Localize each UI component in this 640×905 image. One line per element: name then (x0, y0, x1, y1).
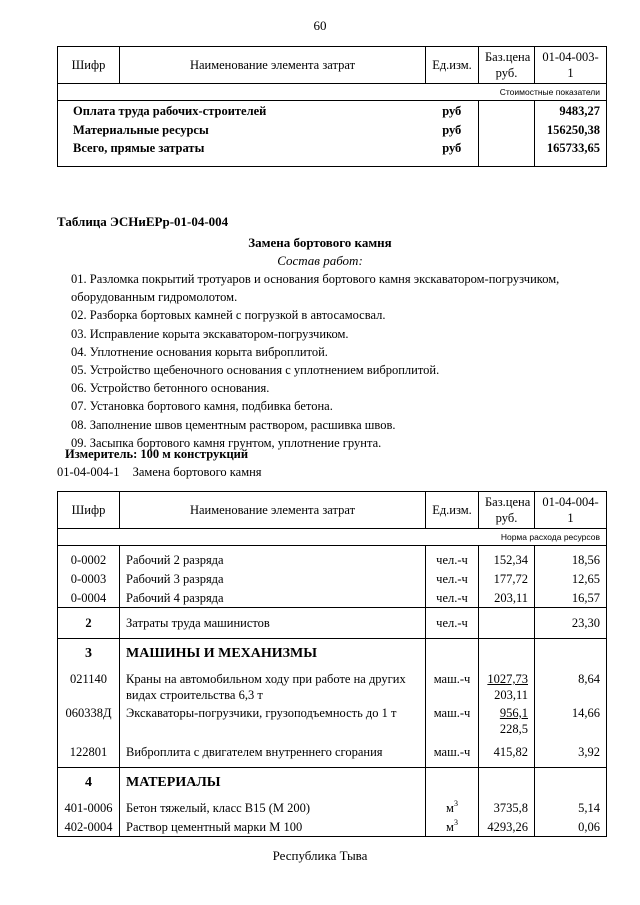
resource-norms-table (57, 491, 607, 837)
row-code: 401-0006 (58, 798, 120, 817)
meter: Измеритель: 100 м конструкций (65, 447, 249, 461)
row-unit: чел.-ч (426, 569, 479, 588)
list-item: 03. Исправление корыта экскаватором-погрузчиком. (71, 326, 349, 341)
row-unit: чел.-ч (426, 588, 479, 608)
table-header (58, 47, 607, 84)
table-subheader (58, 84, 607, 101)
row-name: Рабочий 4 разряда (120, 588, 426, 608)
table-row (58, 550, 607, 569)
table-name: Таблица ЭСНиЕРр-01-04-004 (57, 214, 229, 229)
subheader-label: Стоимостные показатели (58, 84, 607, 101)
row-price (479, 669, 535, 703)
row-name-line: видах строительства 6,3 т (126, 688, 263, 702)
row-name-line: Экскаваторы-погрузчики, грузоподъемность до 1 т (126, 706, 397, 720)
row-price: 177,72 (479, 569, 535, 588)
row-name: Раствор цементный марки М 100 (120, 817, 426, 837)
table-row (58, 608, 607, 639)
header-code: Шифр (58, 492, 120, 529)
row-price: 3735,8 (479, 798, 535, 817)
header-price: Баз.цена руб. (479, 47, 535, 84)
row-name: Виброплита с двигателем внутреннего сгорания (120, 737, 426, 768)
header-name: Наименование элемента затрат (120, 492, 426, 529)
row-value: 5,14 (535, 798, 607, 817)
row-name: Материальные ресурсы (58, 120, 426, 139)
header-ref: 01-04-004-1 (535, 492, 607, 529)
row-name: Рабочий 3 разряда (120, 569, 426, 588)
row-unit: чел.-ч (426, 608, 479, 639)
row-code: 2 (58, 608, 120, 639)
header-unit: Ед.изм. (426, 47, 479, 84)
row-unit: маш.-ч (426, 703, 479, 737)
table-row (58, 569, 607, 588)
row-price (479, 120, 535, 139)
row-code: 0-0003 (58, 569, 120, 588)
row-unit: маш.-ч (426, 669, 479, 703)
list-item: 05. Устройство щебеночного основания с уплотнением виброплитой. (71, 363, 440, 378)
list-item: 06. Устройство бетонного основания. (71, 381, 270, 396)
row-value: 156250,38 (535, 120, 607, 139)
row-value: 3,92 (535, 737, 607, 768)
header-price: Баз.цена руб. (479, 492, 535, 529)
section-name: МАТЕРИАЛЫ (120, 768, 426, 799)
row-value: 165733,65 (535, 139, 607, 167)
table-row (58, 817, 607, 837)
list-item: 02. Разборка бортовых камней с погрузкой в автосамосвал. (71, 308, 386, 323)
page-number: 60 (313, 18, 327, 33)
table-row (58, 798, 607, 817)
row-name (120, 703, 426, 737)
row-name: Затраты труда машинистов (120, 608, 426, 639)
row-price (479, 703, 535, 737)
row-value: 12,65 (535, 569, 607, 588)
row-price: 4293,26 (479, 817, 535, 837)
row-unit: маш.-ч (426, 737, 479, 768)
row-price: 415,82 (479, 737, 535, 768)
subheader-label: Норма расхода ресурсов (58, 529, 607, 546)
row-unit: чел.-ч (426, 550, 479, 569)
page-footer: Республика Тыва (272, 848, 368, 863)
code-name: Замена бортового камня (132, 465, 262, 479)
row-unit: $м^3$ (426, 798, 479, 817)
table-row (58, 101, 607, 121)
row-value: 18,56 (535, 550, 607, 569)
work-title: Замена бортового камня (248, 235, 392, 250)
list-item: 07. Установка бортового камня, подбивка бетона. (71, 399, 333, 414)
row-name (120, 669, 426, 703)
list-item: оборудованным гидромолотом. (71, 290, 238, 305)
section-name: МАШИНЫ И МЕХАНИЗМЫ (120, 639, 426, 670)
table-row (58, 669, 607, 703)
table-row (58, 120, 607, 139)
row-unit: руб (442, 122, 462, 137)
cost-indicators-table (57, 46, 607, 167)
row-price-line: 203,11 (494, 688, 528, 702)
table-subheader (58, 529, 607, 546)
code-line (57, 465, 272, 480)
header-code: Шифр (58, 47, 120, 84)
table-row (58, 703, 607, 737)
row-name: Бетон тяжелый, класс В15 (М 200) (120, 798, 426, 817)
row-price: 152,34 (479, 550, 535, 569)
row-price-line: 1027,73 (487, 672, 528, 686)
section-code: 4 (58, 768, 120, 799)
list-item: 09. Засыпка бортового камня грунтом, уплотнение грунта. (71, 435, 382, 450)
composition-title: Состав работ: (277, 253, 363, 268)
row-code: 060338Д (58, 703, 120, 737)
row-value: 0,06 (535, 817, 607, 837)
list-item: 01. Разломка покрытий тротуаров и основания бортового камня экскаватором-погрузчиком, (71, 272, 560, 286)
header-ref: 01-04-003-1 (535, 47, 607, 84)
section-row (58, 639, 607, 670)
row-value: 16,57 (535, 588, 607, 608)
row-name: Всего, прямые затраты (58, 139, 426, 167)
table-row (58, 588, 607, 608)
row-value: 9483,27 (535, 101, 607, 121)
table-row (58, 737, 607, 768)
row-value: 8,64 (535, 669, 607, 703)
row-name: Рабочий 2 разряда (120, 550, 426, 569)
row-unit: руб (442, 103, 462, 118)
row-name: Оплата труда рабочих-строителей (58, 101, 426, 121)
header-name: Наименование элемента затрат (120, 47, 426, 84)
row-code: 0-0004 (58, 588, 120, 608)
row-code: 0-0002 (58, 550, 120, 569)
row-price (479, 608, 535, 639)
table-row (58, 139, 607, 167)
section-code: 3 (58, 639, 120, 670)
row-name-line: Краны на автомобильном ходу при работе на других (126, 672, 406, 686)
list-item: 04. Уплотнение основания корыта виброплитой. (71, 344, 328, 359)
header-unit: Ед.изм. (426, 492, 479, 529)
row-code: 021140 (58, 669, 120, 703)
row-code: 122801 (58, 737, 120, 768)
section-row (58, 768, 607, 799)
row-value: 14,66 (535, 703, 607, 737)
row-unit: руб (426, 139, 479, 167)
list-item: 08. Заполнение швов цементным раствором, расшивка швов. (71, 417, 396, 432)
row-price-line: 956,1 (499, 706, 528, 720)
row-price: 203,11 (479, 588, 535, 608)
row-price-line: 228,5 (499, 722, 528, 736)
row-code: 402-0004 (58, 817, 120, 837)
row-price (479, 101, 535, 121)
row-price (479, 139, 535, 167)
row-value: 23,30 (535, 608, 607, 639)
work-list (71, 270, 611, 452)
row-unit: $м^3$ (426, 817, 479, 837)
code: 01-04-004-1 (57, 465, 120, 479)
table-header (58, 492, 607, 529)
